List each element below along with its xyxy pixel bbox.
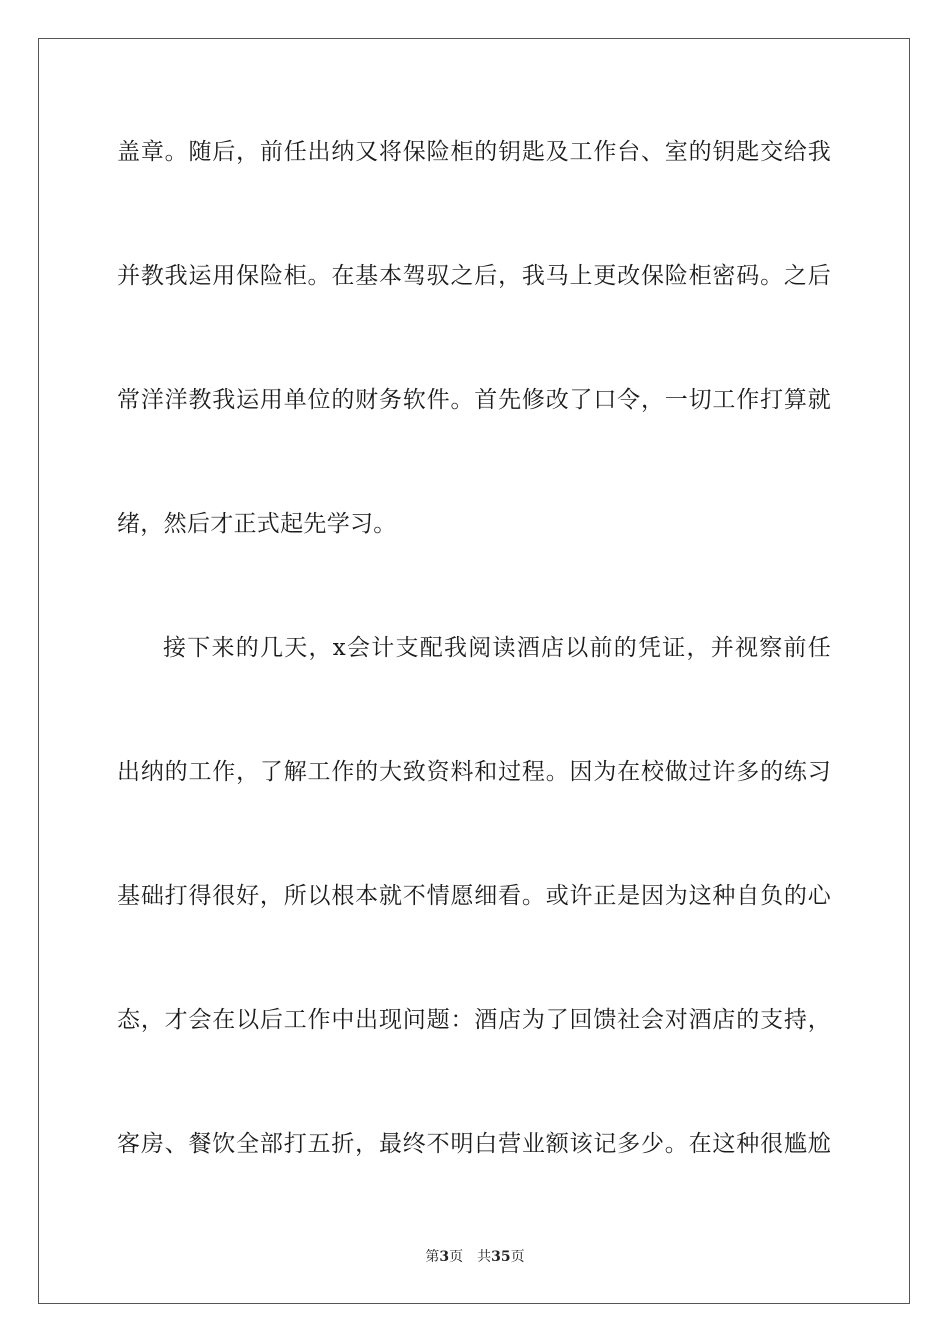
total-pages: 35 bbox=[491, 1249, 511, 1265]
text-line: 出纳的工作，了解工作的大致资料和过程。因为在校做过许多的练习 bbox=[117, 759, 831, 785]
text-line: 态，才会在以后工作中出现问题：酒店为了回馈社会对酒店的支持， bbox=[117, 1007, 831, 1033]
text-line: 基础打得很好，所以根本就不情愿细看。或许正是因为这种自负的心 bbox=[117, 883, 831, 909]
page-suffix: 页 bbox=[449, 1249, 464, 1265]
page-footer bbox=[0, 1248, 950, 1266]
text-line: 并教我运用保险柜。在基本驾驭之后，我马上更改保险柜密码。之后 bbox=[117, 263, 831, 289]
page-number: 3 bbox=[439, 1249, 450, 1265]
total-prefix: 共 bbox=[477, 1249, 492, 1265]
total-suffix: 页 bbox=[510, 1249, 525, 1265]
text-line: 绪，然后才正式起先学习。 bbox=[117, 511, 397, 537]
text-line: 客房、餐饮全部打五折，最终不明白营业额该记多少。在这种很尴尬 bbox=[117, 1131, 831, 1157]
text-line: 接下来的几天，x会计支配我阅读酒店以前的凭证，并视察前任 bbox=[163, 635, 831, 661]
page-prefix: 第 bbox=[425, 1249, 440, 1265]
text-line: 盖章。随后，前任出纳又将保险柜的钥匙及工作台、室的钥匙交给我 bbox=[117, 139, 831, 165]
text-line: 常洋洋教我运用单位的财务软件。首先修改了口令，一切工作打算就 bbox=[117, 387, 831, 413]
page-border bbox=[38, 38, 910, 1304]
